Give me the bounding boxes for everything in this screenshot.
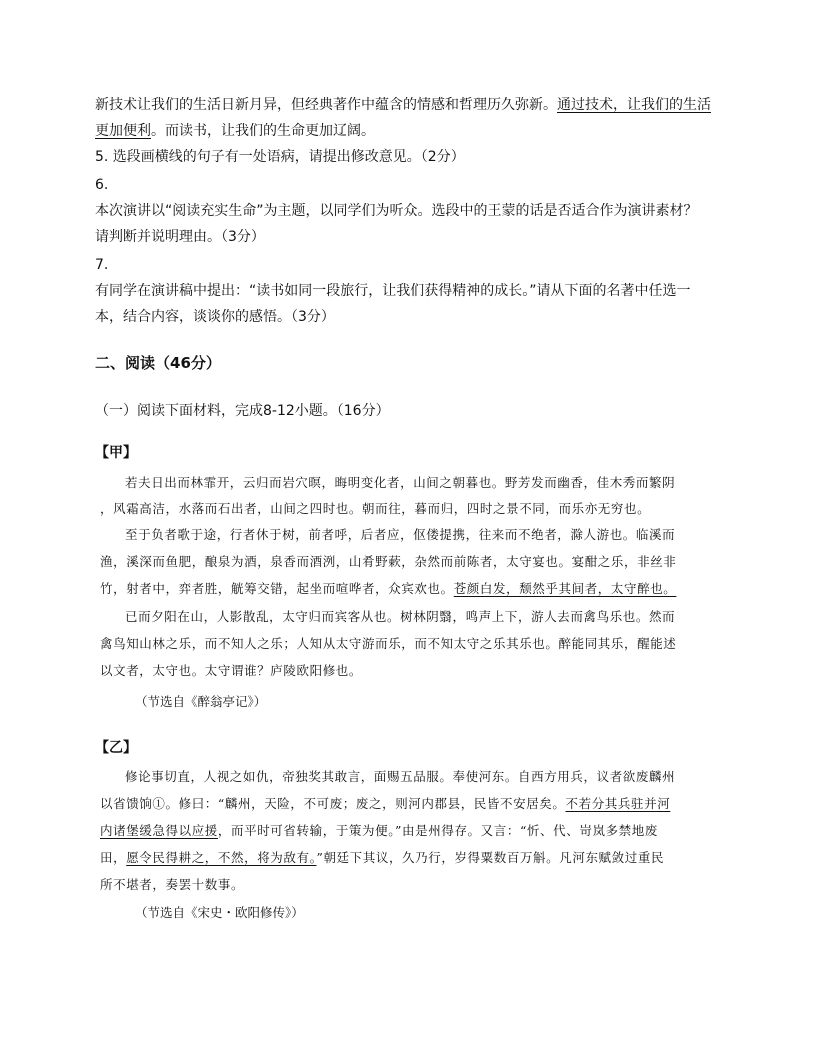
jia-line-6: 已而夕阳在山，人影散乱，太守归而宾客从也。树林阴翳，鸣声上下，游人去而禽鸟乐也。然而 bbox=[125, 609, 676, 624]
question-6-line-1: 本次演讲以“阅读充实生命”为主题，以同学们为听众。选段中的王蒙的话是否适合作为演讲素材？ bbox=[95, 203, 698, 219]
yi-source: （节选自《宋史・欧阳修传》） bbox=[135, 905, 304, 920]
classical-text: ”朝廷下其议，久乃行，岁得粟数百万斛。凡河东赋敛过重民 bbox=[316, 850, 665, 865]
passage-line-2 bbox=[95, 118, 725, 144]
yi-line-5: 所不堪者，奏罢十数事。 bbox=[100, 877, 245, 892]
jia-line-2: ，风霜高洁，水落而石出者，山间之四时也。朝而往，暮而归，四时之景不同，而乐亦无穷也。 bbox=[100, 501, 651, 516]
jia-line-1: 若夫日出而林霏开，云归而岩穴暝，晦明变化者，山间之朝暮也。野芳发而幽香，佳木秀而繁阴 bbox=[125, 475, 676, 490]
question-5: 5. 选段画横线的句子有一处语病，请提出修改意见。（2分） bbox=[95, 149, 465, 165]
underlined-sentence-part: 内诸堡缓急得以应援 bbox=[100, 823, 218, 838]
question-6-number: 6. bbox=[95, 177, 109, 193]
underlined-sentence: 苍颜白发，颓然乎其间者，太守醉也。 bbox=[453, 581, 677, 596]
question-7-number: 7. bbox=[95, 257, 109, 273]
jia-source: （节选自《醉翁亭记》） bbox=[135, 694, 267, 709]
passage-tag-jia: 【甲】 bbox=[95, 445, 137, 461]
yi-line-1: 修论事切直，人视之如仇，帝独奖其敢言，面赐五品服。奉使河东。自西方用兵，议者欲废麟州 bbox=[125, 769, 676, 784]
yi-line-3 bbox=[100, 818, 720, 845]
passage-text: 。而读书，让我们的生命更加辽阔。 bbox=[151, 123, 375, 139]
classical-text: ，而平时可省转输，于策为便。”由是州得存。又言：“忻、代、岢岚多禁地废 bbox=[217, 823, 658, 838]
underlined-sentence-part: 通过技术，让我们的生活 bbox=[557, 97, 711, 113]
classical-text: 竹，射者中，弈者胜，觥筹交错，起坐而喧哗者，众宾欢也。 bbox=[100, 581, 454, 596]
question-6-line-2: 请判断并说明理由。（3分） bbox=[95, 229, 265, 245]
passage-text: 新技术让我们的生活日新月异，但经典著作中蕴含的情感和哲理历久弥新。 bbox=[95, 97, 557, 113]
passage-line-1 bbox=[95, 92, 725, 118]
jia-line-3: 至于负者歌于途，行者休于树，前者呼，后者应，伛偻提携，往来而不绝者，滁人游也。临溪而 bbox=[125, 527, 676, 542]
question-7-line-2: 本，结合内容，谈谈你的感悟。（3分） bbox=[95, 309, 335, 325]
classical-text: 以省馈饷①。修曰：“麟州，天险，不可废；废之，则河内郡县，民皆不安居矣。 bbox=[100, 796, 566, 811]
underlined-sentence-part: 不若分其兵驻并河 bbox=[565, 796, 671, 811]
yi-line-4 bbox=[100, 845, 720, 872]
passage-tag-yi: 【乙】 bbox=[95, 740, 137, 756]
underlined-sentence-part: 更加便利 bbox=[95, 123, 151, 139]
jia-line-7: 禽鸟知山林之乐，而不知人之乐；人知从太守游而乐，而不知太守之乐其乐也。醉能同其乐，醒能述 bbox=[100, 636, 677, 651]
jia-line-4: 渔，溪深而鱼肥，酿泉为酒，泉香而酒洌，山肴野蔌，杂然而前陈者，太守宴也。宴酣之乐，非丝非 bbox=[100, 554, 677, 569]
section-subheading: （一）阅读下面材料，完成8-12小题。（16分） bbox=[95, 403, 390, 419]
section-heading: 二、阅读（46分） bbox=[95, 354, 221, 372]
underlined-sentence: 愿令民得耕之，不然，将为敌有。 bbox=[126, 850, 317, 865]
question-7-line-1: 有同学在演讲稿中提出：“读书如同一段旅行，让我们获得精神的成长。”请从下面的名著中任选一 bbox=[95, 283, 691, 299]
jia-line-8: 以文者，太守也。太守谓谁？庐陵欧阳修也。 bbox=[100, 663, 363, 678]
classical-text: 田， bbox=[100, 850, 127, 865]
jia-line-5 bbox=[100, 576, 720, 603]
yi-line-2 bbox=[100, 791, 720, 818]
